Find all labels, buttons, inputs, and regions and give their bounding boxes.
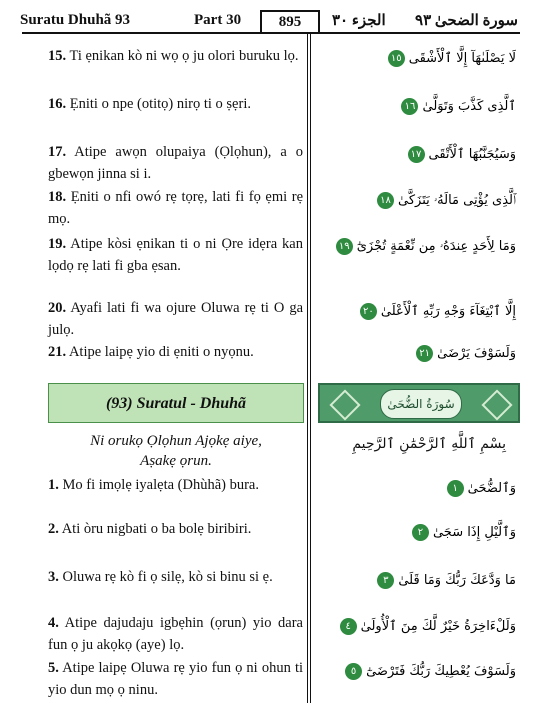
verse-number: 4. — [48, 615, 59, 631]
verse-text: Ati òru nigbati o ba bolẹ biribiri. — [61, 521, 252, 537]
ayah-number-badge: ٢١ — [416, 345, 433, 362]
ayah-number-badge: ٣ — [377, 572, 394, 589]
arabic-text: مَا وَدَّعَكَ رَبُّكَ وَمَا قَلَىٰ — [398, 573, 516, 588]
ayah-number-badge: ٢ — [412, 524, 429, 541]
arabic-text: وَٱلضُّحَىٰ — [467, 481, 516, 496]
arabic-text: وَمَا لِأَحَدٍ عِندَهُۥ مِن نِّعْمَةٍ تُجْزَىٰٓ — [356, 239, 516, 254]
verse-block — [48, 233, 303, 277]
verse-number: 20. — [48, 300, 67, 316]
surah-title-ar: سورة الضحىٰ ٩٣ — [415, 13, 518, 29]
ayah-number-badge: ١٩ — [336, 238, 353, 255]
verse-text: Oluwa rẹ kò fi ọ silẹ, kò si binu si ẹ. — [62, 569, 273, 585]
basmala: بِسْمِ ٱللَّهِ ٱلرَّحْمَٰنِ ٱلرَّحِيمِ — [352, 436, 506, 452]
verse-text: Ti ẹnikan kò ni wọ ọ ju olori buruku lọ. — [69, 48, 299, 64]
verse-text: Atipe awọn olupaiya (Ọlọhun), a o gbewọn jinna si i. — [48, 144, 303, 182]
verse-number: 17. — [48, 144, 67, 160]
arabic-verse — [340, 618, 516, 635]
arabic-text: وَلَلْءَاخِرَةُ خَيْرٌ لَّكَ مِنَ ٱلْأُولَىٰ — [360, 619, 516, 634]
ayah-number-badge: ١٥ — [388, 50, 405, 67]
arabic-verse — [388, 50, 516, 67]
verse-text: Atipe dajudaju igbẹhin (ọrun) yio dara fun ọ ju akọkọ (aye) lọ. — [48, 615, 303, 653]
ayah-number-badge: ١ — [447, 480, 464, 497]
verse-block — [48, 612, 303, 656]
arabic-verse — [447, 480, 516, 497]
verse-block — [48, 518, 303, 540]
column-divider — [307, 33, 308, 703]
verse-number: 15. — [48, 48, 67, 64]
page-header — [0, 0, 540, 34]
verse-block — [48, 45, 303, 67]
verse-text: Mo fi imọlẹ iyalẹta (Dhùhã) bura. — [62, 477, 259, 493]
invocation-line: Ni orukọ Ọlọhun Ajọkẹ aiye, — [90, 433, 262, 449]
verse-block — [48, 297, 303, 341]
arabic-verse — [360, 303, 516, 320]
verse-number: 21. — [48, 344, 67, 360]
invocation — [48, 431, 304, 471]
verse-number: 2. — [48, 521, 59, 537]
ayah-number-badge: ١٨ — [377, 192, 394, 209]
arabic-text: إِلَّا ٱبْتِغَآءَ وَجْهِ رَبِّهِ ٱلْأَعْلَىٰ — [380, 304, 516, 319]
verse-block — [48, 141, 303, 185]
arabic-text: لَا يَصْلَىٰهَآ إِلَّا ٱلْأَشْقَى — [408, 51, 516, 66]
part-label: Part 30 — [194, 12, 242, 28]
ornament-icon — [329, 389, 360, 420]
surah-title-en: Suratu Dhuhã 93 — [20, 12, 131, 28]
arabic-text: ٱلَّذِى يُؤْتِى مَالَهُۥ يَتَزَكَّىٰ — [398, 193, 516, 208]
surah-title-box — [318, 383, 520, 423]
verse-number: 19. — [48, 236, 67, 252]
verse-number: 3. — [48, 569, 59, 585]
ayah-number-badge: ٥ — [345, 663, 362, 680]
arabic-verse — [412, 524, 516, 541]
verse-block — [48, 93, 303, 115]
surah-banner: (93) Suratul - Dhuhã — [48, 383, 304, 423]
ayah-number-badge: ١٧ — [408, 146, 425, 163]
verse-block — [48, 474, 303, 496]
ayah-number-badge: ٤ — [340, 618, 357, 635]
verse-text: Ẹniti o npe (otitọ) nirọ ti o ṣẹri. — [69, 96, 251, 112]
arabic-verse — [345, 663, 516, 680]
verse-text: Atipe laipẹ yio di ẹniti o nyọnu. — [68, 344, 254, 360]
arabic-verse — [377, 572, 516, 589]
arabic-verse — [408, 146, 516, 163]
arabic-text: وَٱلَّيْلِ إِذَا سَجَىٰ — [432, 525, 516, 540]
verse-block — [48, 186, 303, 230]
verse-number: 5. — [48, 660, 59, 676]
arabic-verse — [401, 98, 516, 115]
verse-number: 1. — [48, 477, 59, 493]
arabic-text: وَلَسَوْفَ يُعْطِيكَ رَبُّكَ فَتَرْضَىٰٓ — [366, 664, 516, 679]
ornament-icon — [481, 389, 512, 420]
column-divider — [310, 33, 311, 703]
surah-title-ar-box: سُورَةُ الضُّحَىٰ — [380, 389, 462, 419]
arabic-verse — [336, 238, 516, 255]
verse-number: 18. — [48, 189, 67, 205]
verse-block — [48, 566, 303, 588]
ayah-number-badge: ١٦ — [401, 98, 418, 115]
verse-text: Atipe laipẹ Oluwa rẹ yio fun ọ ni ohun ti yio dun mọ ọ ninu. — [48, 660, 304, 698]
arabic-text: وَلَسَوْفَ يَرْضَىٰ — [437, 346, 516, 361]
arabic-text: ٱلَّذِى كَذَّبَ وَتَوَلَّىٰ — [422, 99, 516, 114]
verse-block — [48, 341, 303, 363]
arabic-verse — [377, 192, 516, 209]
ayah-number-badge: ٢٠ — [360, 303, 377, 320]
juz-label-ar: الجزء ٣٠ — [332, 13, 386, 29]
arabic-text: وَسَيُجَنَّبُهَا ٱلْأَتْقَى — [428, 147, 516, 162]
header-rule — [22, 32, 520, 34]
invocation-line: Aṣakẹ ọrun. — [140, 453, 212, 469]
verse-text: Ayafi lati fi wa ojure Oluwa rẹ ti O ga julọ. — [48, 300, 303, 338]
arabic-verse — [416, 345, 516, 362]
verse-block — [48, 657, 303, 701]
verse-number: 16. — [48, 96, 67, 112]
verse-text: Atipe kòsi ẹnikan ti o ni Ọre idẹra kan lọdọ rẹ lati fi gba ẹsan. — [48, 236, 303, 274]
verse-text: Ẹniti o nfi owó rẹ tọrẹ, lati fi fọ ẹmi rẹ mọ. — [48, 189, 304, 227]
page-number: 895 — [260, 10, 320, 34]
